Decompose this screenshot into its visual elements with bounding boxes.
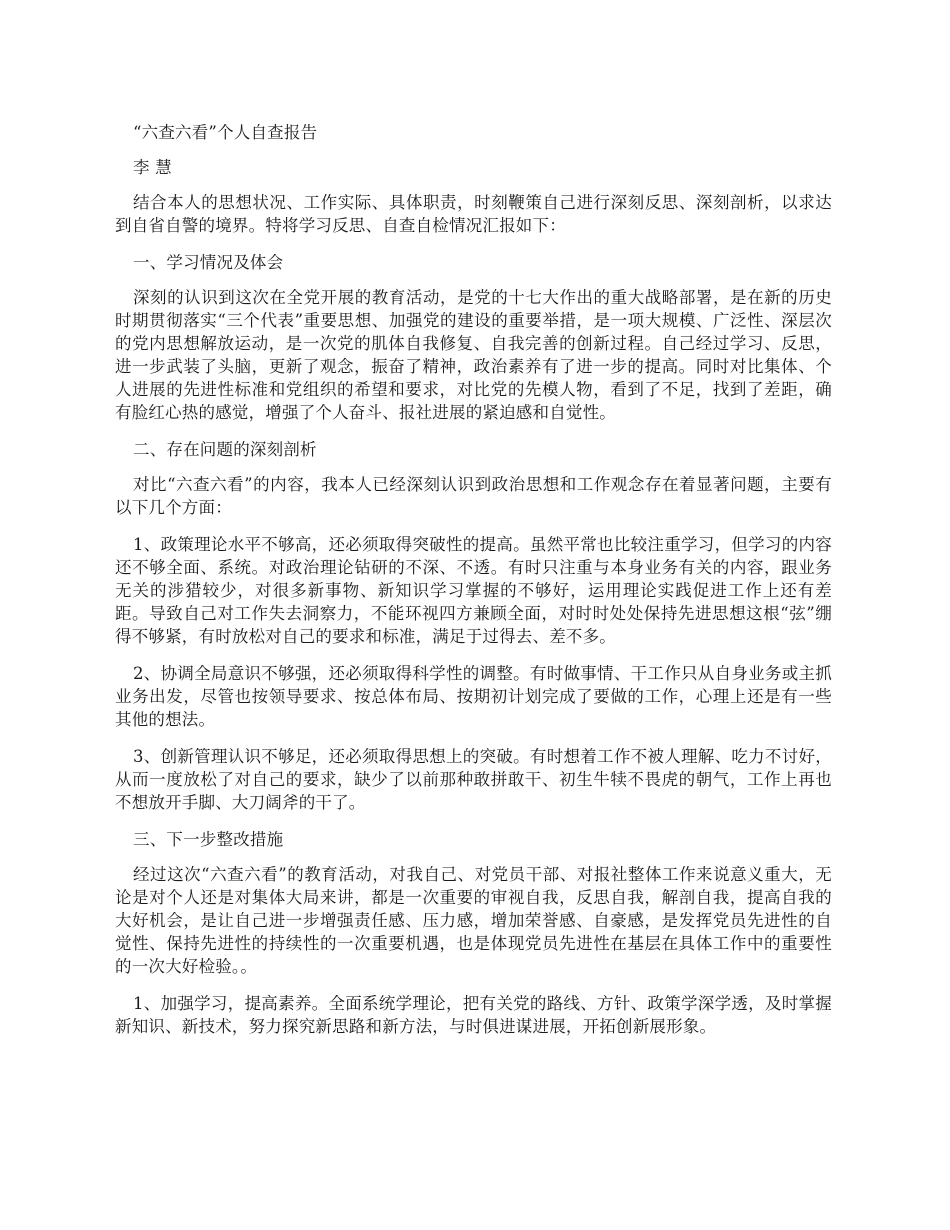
section-heading-2: 二、存在问题的深刻剖析 (133, 440, 317, 459)
section-1-paragraph: 深刻的认识到这次在全党开展的教育活动，是党的十七大作出的重大战略部署，是在新的历史时期贯彻落实“三个代表”重要思想、加强党的建设的重要举措，是一项大规模、广泛性、深层次的党内思想解放运动，是一次党的肌体自我修复、自我完善的创新过程。自己经过学习、反思，进一步武装了头脑，更新了观念，振奋了精神，政治素养有了进一步的提高。同时对比集体、个人进展的先进性标准和党组织的希望和要求，对比党的先模人物，看到了不足，找到了差距，确有脸红心热的感觉，增强了个人奋斗、报社进展的紧迫感和自觉性。 (115, 288, 832, 422)
section-2-intro-paragraph: 对比“六查六看”的内容，我本人已经深刻认识到政治思想和工作观念存在着显著问题，主要有以下几个方面： (115, 475, 832, 517)
document-author: 李 慧 (133, 158, 172, 177)
section-heading-1: 一、学习情况及体会 (133, 253, 284, 272)
problem-item-3: 3、创新管理认识不够足，还必须取得思想上的突破。有时想着工作不被人理解、吃力不讨好，从而一度放松了对自己的要求，缺少了以前那种敢拼敢干、初生牛犊不畏虎的朝气，工作上再也不想放开手脚、大刀阔斧的干了。 (115, 747, 832, 812)
measure-item-1: 1、加强学习，提高素养。全面系统学理论，把有关党的路线、方针、政策学深学透，及时掌握新知识、新技术，努力探究新思路和新方法，与时俱进谋进展，开拓创新展形象。 (115, 994, 832, 1036)
problem-item-1: 1、政策理论水平不够高，还必须取得突破性的提高。虽然平常也比较注重学习，但学习的内容还不够全面、系统。对政治理论钻研的不深、不透。有时只注重与本身业务有关的内容，跟业务无关的涉猎较少，对很多新事物、新知识学习掌握的不够好，运用理论实践促进工作上还有差距。导致自己对工作失去洞察力，不能环视四方兼顾全面，对时时处处保持先进思想这根“弦”绷得不够紧，有时放松对自己的要求和标准，满足于过得去、差不多。 (115, 535, 832, 646)
document-title: “六查六看”个人自查报告 (133, 123, 318, 142)
section-3-intro-paragraph: 经过这次“六查六看”的教育活动，对我自己、对党员干部、对报社整体工作来说意义重大，无论是对个人还是对集体大局来讲，都是一次重要的审视自我，反思自我，解剖自我，提高自我的大好机会，是让自己进一步增强责任感、压力感，增加荣誉感、自豪感，是发挥党员先进性的自觉性、保持先进性的持续性的一次重要机遇，也是体现党员先进性在基层在具体工作中的重要性的一次大好检验。。 (115, 865, 832, 976)
problem-item-2: 2、协调全局意识不够强，还必须取得科学性的调整。有时做事情、干工作只从自身业务或主抓业务出发，尽管也按领导要求、按总体布局、按期初计划完成了要做的工作，心理上还是有一些其他的想法。 (115, 664, 832, 729)
section-heading-3: 三、下一步整改措施 (133, 830, 284, 849)
intro-paragraph: 结合本人的思想状况、工作实际、具体职责，时刻鞭策自己进行深刻反思、深刻剖析，以求达到自省自警的境界。特将学习反思、自查自检情况汇报如下： (115, 193, 832, 235)
